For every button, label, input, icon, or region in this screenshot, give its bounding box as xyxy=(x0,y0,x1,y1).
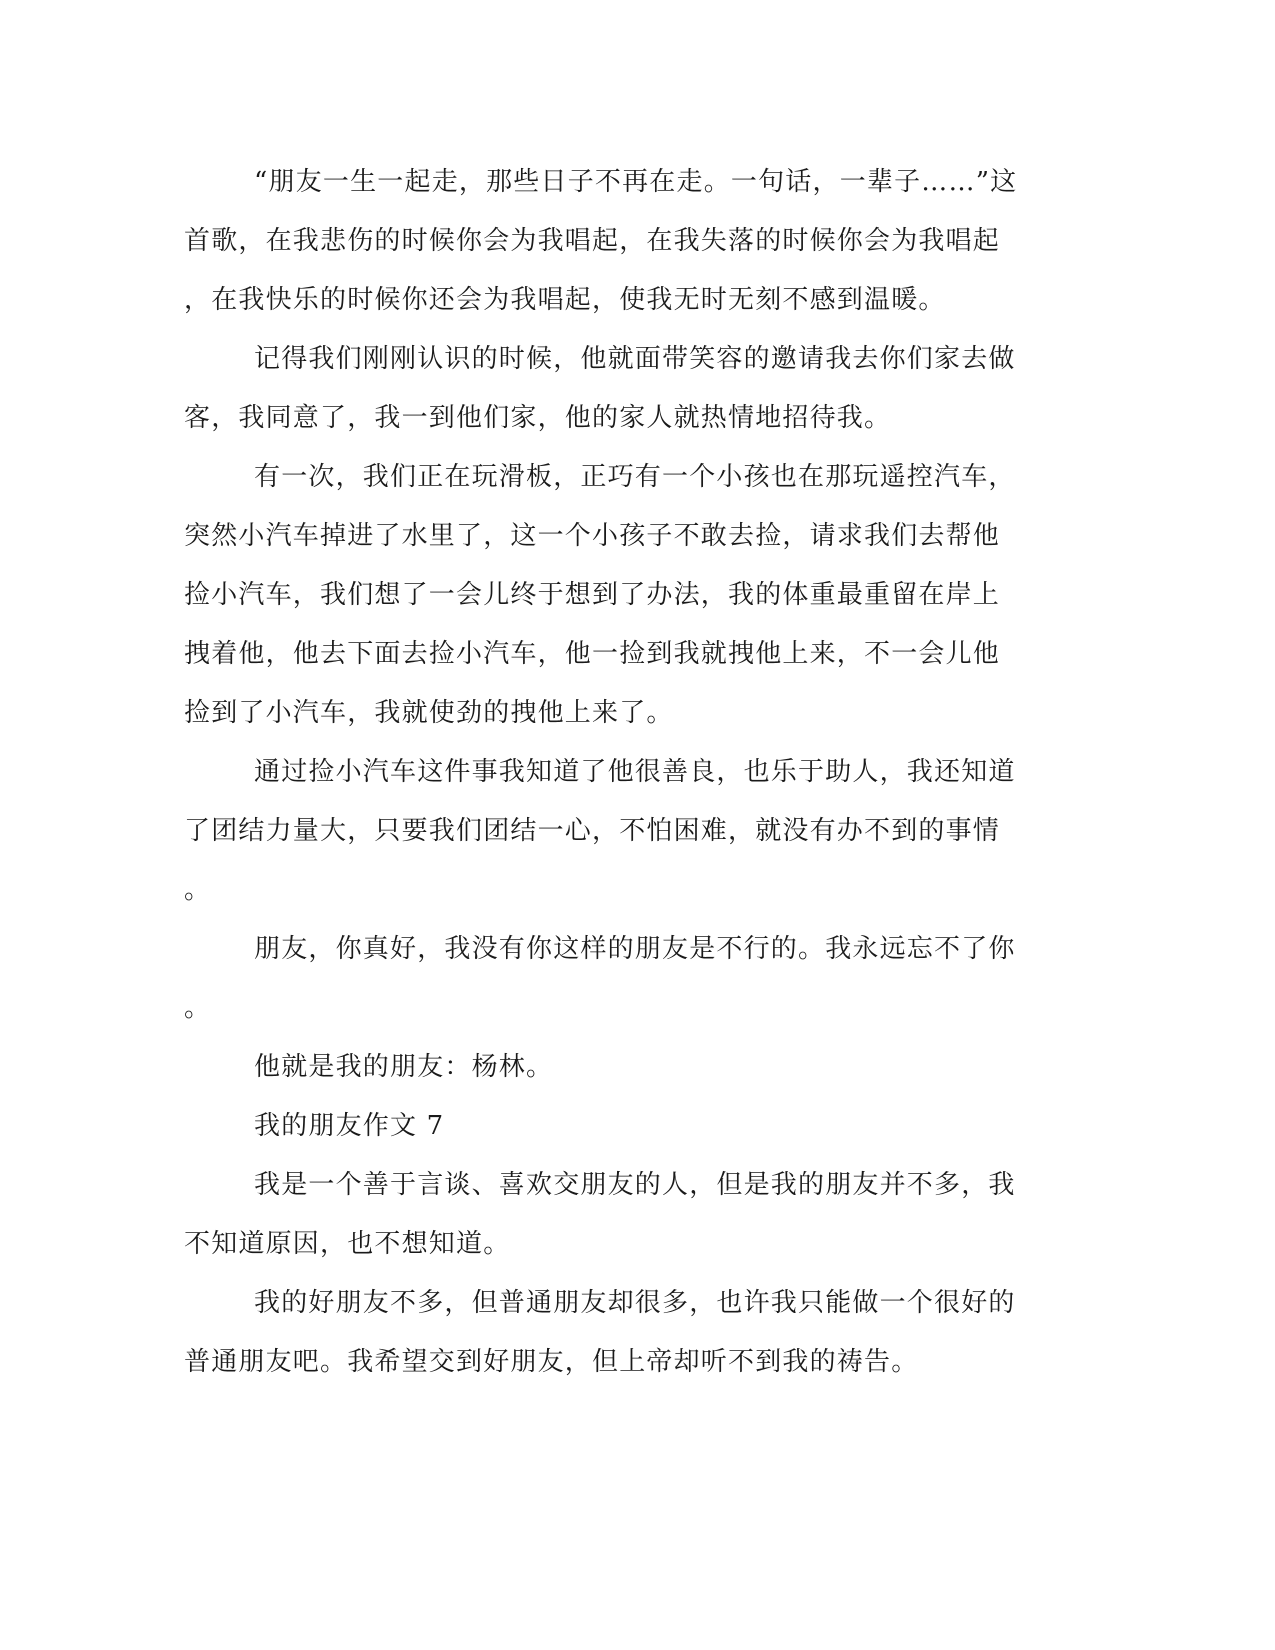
text-line: 客，我同意了，我一到他们家，他的家人就热情地招待我。 xyxy=(184,403,892,433)
text-line: 记得我们刚刚认识的时候，他就面带笑容的邀请我去你们家去做 xyxy=(254,344,1016,374)
section-heading: 我的朋友作文 7 xyxy=(254,1111,445,1141)
text-line: 朋友，你真好，我没有你这样的朋友是不行的。我永远忘不了你 xyxy=(254,934,1016,964)
text-line: 有一次，我们正在玩滑板，正巧有一个小孩也在那玩遥控汽车， xyxy=(254,462,1016,492)
text-line: 。 xyxy=(184,993,212,1023)
text-line: 捡到了小汽车，我就使劲的拽他上来了。 xyxy=(184,698,674,728)
text-line: 我是一个善于言谈、喜欢交朋友的人，但是我的朋友并不多，我 xyxy=(254,1170,1016,1200)
text-line: 他就是我的朋友：杨林。 xyxy=(254,1052,554,1082)
text-line: 。 xyxy=(184,875,212,905)
text-line: ，在我快乐的时候你还会为我唱起，使我无时无刻不感到温暖。 xyxy=(184,285,946,315)
text-line: 通过捡小汽车这件事我知道了他很善良，也乐于助人，我还知道 xyxy=(254,757,1016,787)
text-line: “朋友一生一起走，那些日子不再在走。一句话，一辈子……”这 xyxy=(254,167,1018,197)
text-line: 不知道原因，也不想知道。 xyxy=(184,1229,511,1259)
text-line: 捡小汽车，我们想了一会儿终于想到了办法，我的体重最重留在岸上 xyxy=(184,580,1001,610)
text-line: 普通朋友吧。我希望交到好朋友，但上帝却听不到我的祷告。 xyxy=(184,1347,919,1377)
text-line: 了团结力量大，只要我们团结一心，不怕困难，就没有办不到的事情 xyxy=(184,816,1001,846)
text-line: 我的好朋友不多，但普通朋友却很多，也许我只能做一个很好的 xyxy=(254,1288,1016,1318)
text-line: 首歌，在我悲伤的时候你会为我唱起，在我失落的时候你会为我唱起 xyxy=(184,226,1001,256)
text-line: 拽着他，他去下面去捡小汽车，他一捡到我就拽他上来，不一会儿他 xyxy=(184,639,1001,669)
text-line: 突然小汽车掉进了水里了，这一个小孩子不敢去捡，请求我们去帮他 xyxy=(184,521,1001,551)
